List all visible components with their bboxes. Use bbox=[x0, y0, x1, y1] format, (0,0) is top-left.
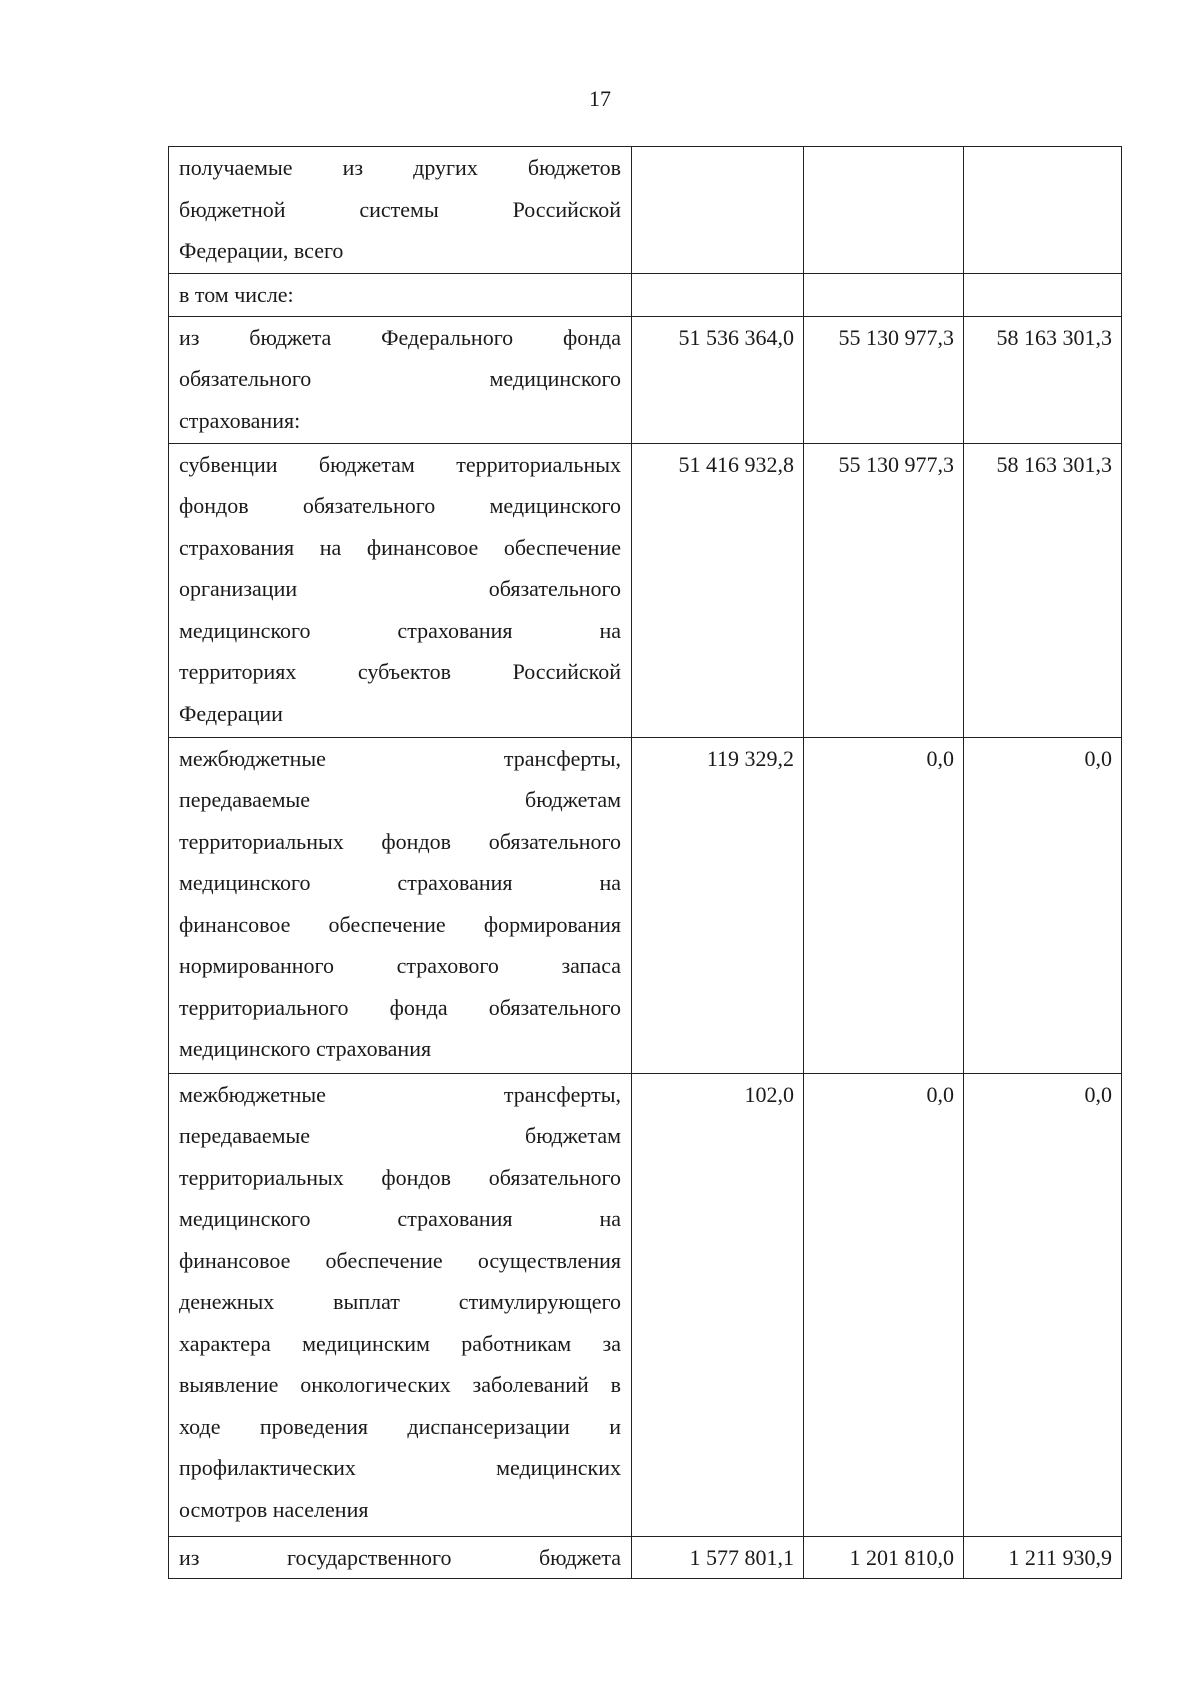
description-line: медицинского страхования на bbox=[179, 617, 621, 643]
value-cell bbox=[804, 274, 964, 317]
description-line: страхования: bbox=[179, 407, 301, 433]
description-line: медицинского страхования bbox=[179, 1036, 432, 1061]
description-line: денежных выплат стимулирующего bbox=[179, 1289, 621, 1314]
description-line: нормированного страхового запаса bbox=[179, 953, 621, 978]
value-cell bbox=[632, 147, 804, 274]
description-line: характера медицинским работникам за bbox=[179, 1330, 621, 1356]
description-line: Федерации bbox=[179, 700, 283, 726]
description-line: территориальных фондов обязательного bbox=[179, 828, 621, 854]
table-row bbox=[169, 443, 1122, 737]
description-line: территориях субъектов Российской bbox=[179, 659, 621, 684]
value-cell bbox=[964, 274, 1122, 317]
budget-table bbox=[168, 146, 1122, 1579]
description-line: передаваемые бюджетам bbox=[179, 787, 621, 812]
value-cell: 55 130 977,3 bbox=[804, 443, 964, 737]
value-cell: 51 536 364,0 bbox=[632, 316, 804, 443]
value-cell: 51 416 932,8 bbox=[632, 443, 804, 737]
description-line: финансовое обеспечение осуществления bbox=[179, 1247, 621, 1273]
value-cell: 119 329,2 bbox=[632, 737, 804, 1073]
description-line: в том числе: bbox=[179, 282, 294, 307]
value-cell bbox=[964, 147, 1122, 274]
value-cell: 58 163 301,3 bbox=[964, 443, 1122, 737]
description-line: из государственного бюджета bbox=[179, 1544, 621, 1570]
value-cell: 0,0 bbox=[804, 737, 964, 1073]
table-row bbox=[169, 1073, 1122, 1536]
value-cell bbox=[632, 274, 804, 317]
description-line: субвенции бюджетам территориальных bbox=[179, 451, 621, 477]
value-cell: 1 201 810,0 bbox=[804, 1536, 964, 1579]
description-line: фондов обязательного медицинского bbox=[179, 493, 621, 518]
description-line: осмотров населения bbox=[179, 1496, 369, 1522]
table-row bbox=[169, 737, 1122, 1073]
row-description bbox=[169, 1073, 632, 1536]
description-line: получаемые из других бюджетов bbox=[179, 155, 621, 180]
table-row bbox=[169, 1536, 1122, 1579]
value-cell: 55 130 977,3 bbox=[804, 316, 964, 443]
description-line: медицинского страхования на bbox=[179, 1206, 621, 1231]
description-line: передаваемые бюджетам bbox=[179, 1123, 621, 1148]
row-description bbox=[169, 737, 632, 1073]
value-cell: 1 211 930,9 bbox=[964, 1536, 1122, 1579]
description-line: территориальных фондов обязательного bbox=[179, 1164, 621, 1190]
value-cell: 58 163 301,3 bbox=[964, 316, 1122, 443]
description-line: страхования на финансовое обеспечение bbox=[179, 534, 621, 560]
description-line: обязательного медицинского bbox=[179, 366, 621, 391]
description-line: из бюджета Федерального фонда bbox=[179, 324, 621, 350]
table-row bbox=[169, 274, 1122, 317]
row-description bbox=[169, 147, 632, 274]
row-description bbox=[169, 316, 632, 443]
value-cell: 102,0 bbox=[632, 1073, 804, 1536]
value-cell bbox=[804, 147, 964, 274]
description-line: финансовое обеспечение формирования bbox=[179, 911, 621, 937]
value-cell: 0,0 bbox=[804, 1073, 964, 1536]
description-line: выявление онкологических заболеваний в bbox=[179, 1372, 621, 1397]
description-line: межбюджетные трансферты, bbox=[179, 1081, 621, 1107]
description-line: медицинского страхования на bbox=[179, 870, 621, 895]
description-line: межбюджетные трансферты, bbox=[179, 745, 621, 771]
description-line: территориального фонда обязательного bbox=[179, 994, 621, 1020]
row-description bbox=[169, 443, 632, 737]
value-cell: 0,0 bbox=[964, 1073, 1122, 1536]
description-line: Федерации, всего bbox=[179, 238, 344, 263]
table-row bbox=[169, 147, 1122, 274]
description-line: ходе проведения диспансеризации и bbox=[179, 1413, 621, 1439]
description-line: организации обязательного bbox=[179, 576, 621, 601]
page-number: 17 bbox=[589, 86, 611, 111]
table-row bbox=[169, 316, 1122, 443]
row-description bbox=[169, 1536, 632, 1579]
row-description bbox=[169, 274, 632, 317]
description-line: бюджетной системы Российской bbox=[179, 196, 621, 222]
description-line: профилактических медицинских bbox=[179, 1455, 621, 1480]
value-cell: 1 577 801,1 bbox=[632, 1536, 804, 1579]
value-cell: 0,0 bbox=[964, 737, 1122, 1073]
